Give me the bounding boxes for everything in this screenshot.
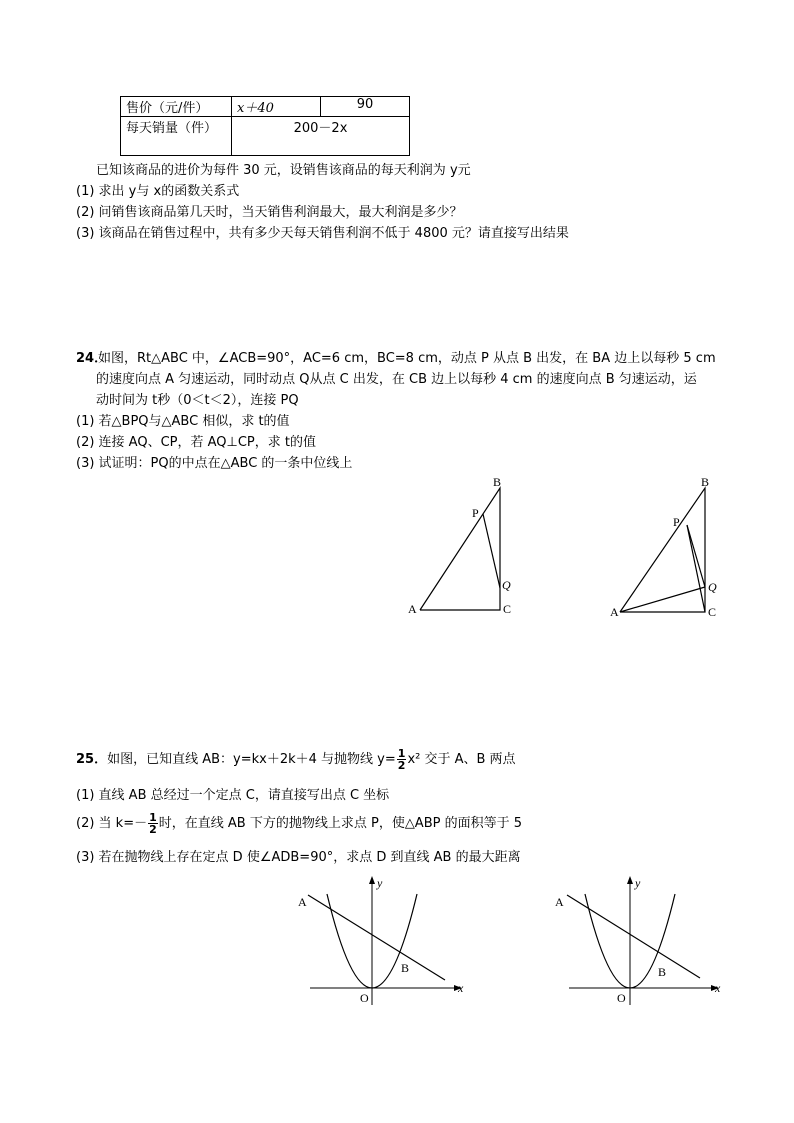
y-axis-arrow-icon (627, 876, 633, 884)
q24-line-1: 如图，Rt△ABC 中，∠ACB=90°，AC=6 cm，BC=8 cm，动点 P 从点 B 出发，在 BA 边上以每秒 5 cm (98, 351, 716, 366)
table-cell: 售价（元/件） (121, 97, 232, 117)
q24-part-3: (3) 试证明：PQ的中点在△ABC 的一条中位线上 (76, 456, 353, 471)
line-ab (308, 895, 445, 980)
q24-line-2: 的速度向点 A 匀速运动，同时动点 Q从点 C 出发，在 CB 边上以每秒 4 cm 的速度向点 B 匀速运动，运 (96, 372, 697, 387)
fraction-denominator: 2 (397, 759, 406, 772)
q24-part-1: (1) 若△BPQ与△ABC 相似，求 t的值 (76, 414, 290, 429)
q24-part-2: (2) 连接 AQ、CP，若 AQ⊥CP，求 t的值 (76, 435, 316, 450)
table-cell: 每天销量（件） (121, 117, 232, 156)
label-b: B (401, 961, 410, 975)
label-x: x (715, 981, 721, 995)
label-q: Q (708, 580, 717, 594)
label-a: A (610, 605, 619, 619)
parabola-figure-1 (290, 870, 470, 1010)
table-row (121, 97, 410, 117)
q25-number: 25． (76, 752, 108, 767)
label-y: y (377, 876, 383, 890)
q23-part-2: (2) 问销售该商品第几天时，当天销售利润最大，最大利润是多少？ (76, 205, 463, 220)
q23-part-3: (3) 该商品在销售过程中，共有多少天每天销售利润不低于 4800 元？请直接写出结果 (76, 226, 569, 241)
fraction-one-half (148, 812, 158, 835)
label-a: A (408, 602, 417, 616)
segment-pq (483, 514, 500, 588)
label-c: C (503, 602, 512, 616)
line-ab (567, 895, 700, 978)
label-a: A (555, 895, 564, 909)
label-y: y (635, 876, 641, 890)
label-c: C (708, 605, 717, 619)
fraction-denominator: 2 (149, 823, 157, 836)
y-axis-arrow-icon (369, 876, 375, 884)
fraction-numerator: 1 (397, 747, 406, 760)
parabola-figure-2 (545, 870, 730, 1010)
table-cell: 90 (321, 97, 410, 117)
q25-part-1: (1) 直线 AB 总经过一个定点 C，请直接写出点 C 坐标 (76, 788, 390, 803)
q25-line-1 (76, 748, 516, 771)
fraction-numerator: 1 (149, 811, 157, 824)
label-q: Q (502, 578, 511, 592)
table-row (121, 117, 410, 156)
q24-number: 24． (76, 351, 108, 366)
fraction-one-half (397, 748, 407, 771)
label-x: x (458, 981, 464, 995)
q25-part-2 (76, 812, 522, 835)
label-o: O (617, 991, 626, 1005)
segment-cp (687, 525, 705, 612)
segment-aq (620, 587, 705, 612)
q23-intro: 已知该商品的进价为每件 30 元，设销售该商品的每天利润为 y元 (96, 163, 471, 178)
label-a: A (298, 895, 307, 909)
label-p: P (472, 506, 479, 520)
table-cell: 200－2x (232, 117, 410, 156)
triangle-figure-1 (400, 470, 530, 620)
q23-part-1: (1) 求出 y与 x的函数关系式 (76, 184, 240, 199)
label-b: B (701, 475, 710, 489)
segment-pq (687, 525, 705, 587)
q25-part-2-b: 时，在直线 AB 下方的抛物线上求点 P，使△ABP 的面积等于 5 (158, 816, 522, 831)
q24-line-3: 动时间为 t秒（0＜t＜2），连接 PQ (96, 393, 299, 408)
triangle-abc (420, 488, 500, 610)
q25-line-1-a: 如图，已知直线 AB：y=kx＋2k＋4 与抛物线 y= (107, 752, 396, 767)
q25-line-1-b: x² 交于 A、B 两点 (407, 752, 516, 767)
q25-part-3: (3) 若在抛物线上存在定点 D 使∠ADB=90°，求点 D 到直线 AB 的最大距离 (76, 850, 521, 865)
label-o: O (360, 991, 369, 1005)
triangle-figure-2 (605, 470, 735, 620)
table-cell: x＋40 (232, 97, 321, 117)
price-sales-table (120, 96, 410, 156)
label-b: B (658, 965, 667, 979)
label-p: P (673, 515, 680, 529)
q25-part-2-a: (2) 当 k=－ (76, 816, 148, 831)
label-b: B (493, 475, 502, 489)
